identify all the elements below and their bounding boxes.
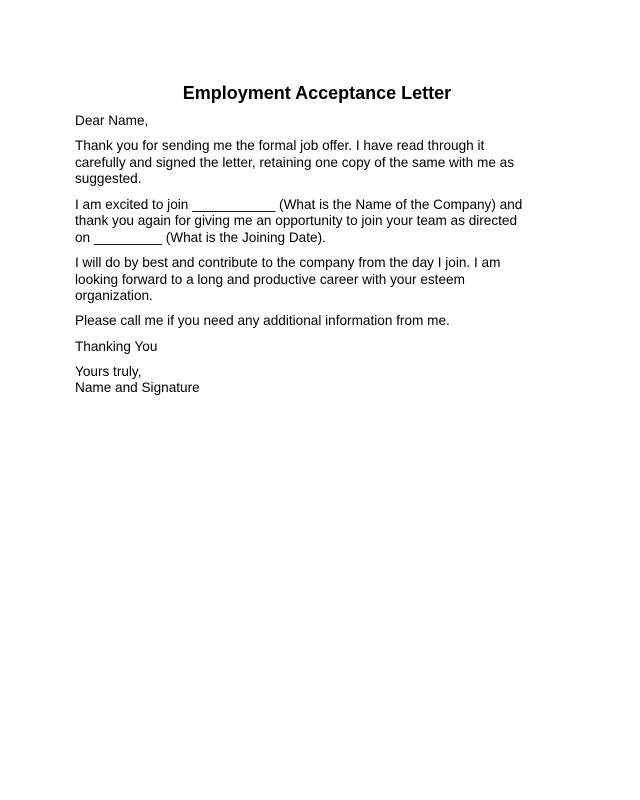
paragraph-line: I will do by best and contribute to the company from the day I join. I am (75, 254, 501, 270)
letter-body (75, 83, 565, 405)
signature-line: Name and Signature (75, 380, 200, 396)
paragraph-line: organization. (75, 288, 153, 304)
salutation: Dear Name, (75, 113, 149, 128)
paragraph-contact-request: Please call me if you need any additional information from me. (75, 313, 450, 329)
thanks-line: Thanking You (75, 338, 158, 354)
paragraph-line: Thank you for sending me the formal job offer. I have read through it (75, 138, 485, 154)
paragraph-joining-details (75, 197, 565, 247)
paragraph-line: on _________ (What is the Joining Date). (75, 229, 326, 245)
paragraph-line: carefully and signed the letter, retaining one copy of the same with me as (75, 154, 515, 170)
paragraph-line: looking forward to a long and productive career with your esteem (75, 271, 465, 287)
paragraph-commitment (75, 255, 565, 305)
paragraph-line: thank you again for giving me an opportunity to join your team as directed (75, 213, 518, 229)
paragraph-offer-acknowledgement (75, 138, 565, 188)
paragraph-line: suggested. (75, 171, 142, 187)
paragraph-line: I am excited to join ___________ (What is the Name of the Company) and (75, 196, 523, 212)
letter-title: Employment Acceptance Letter (182, 83, 452, 103)
closing-block (75, 364, 565, 397)
closing-phrase: Yours truly, (75, 363, 142, 379)
